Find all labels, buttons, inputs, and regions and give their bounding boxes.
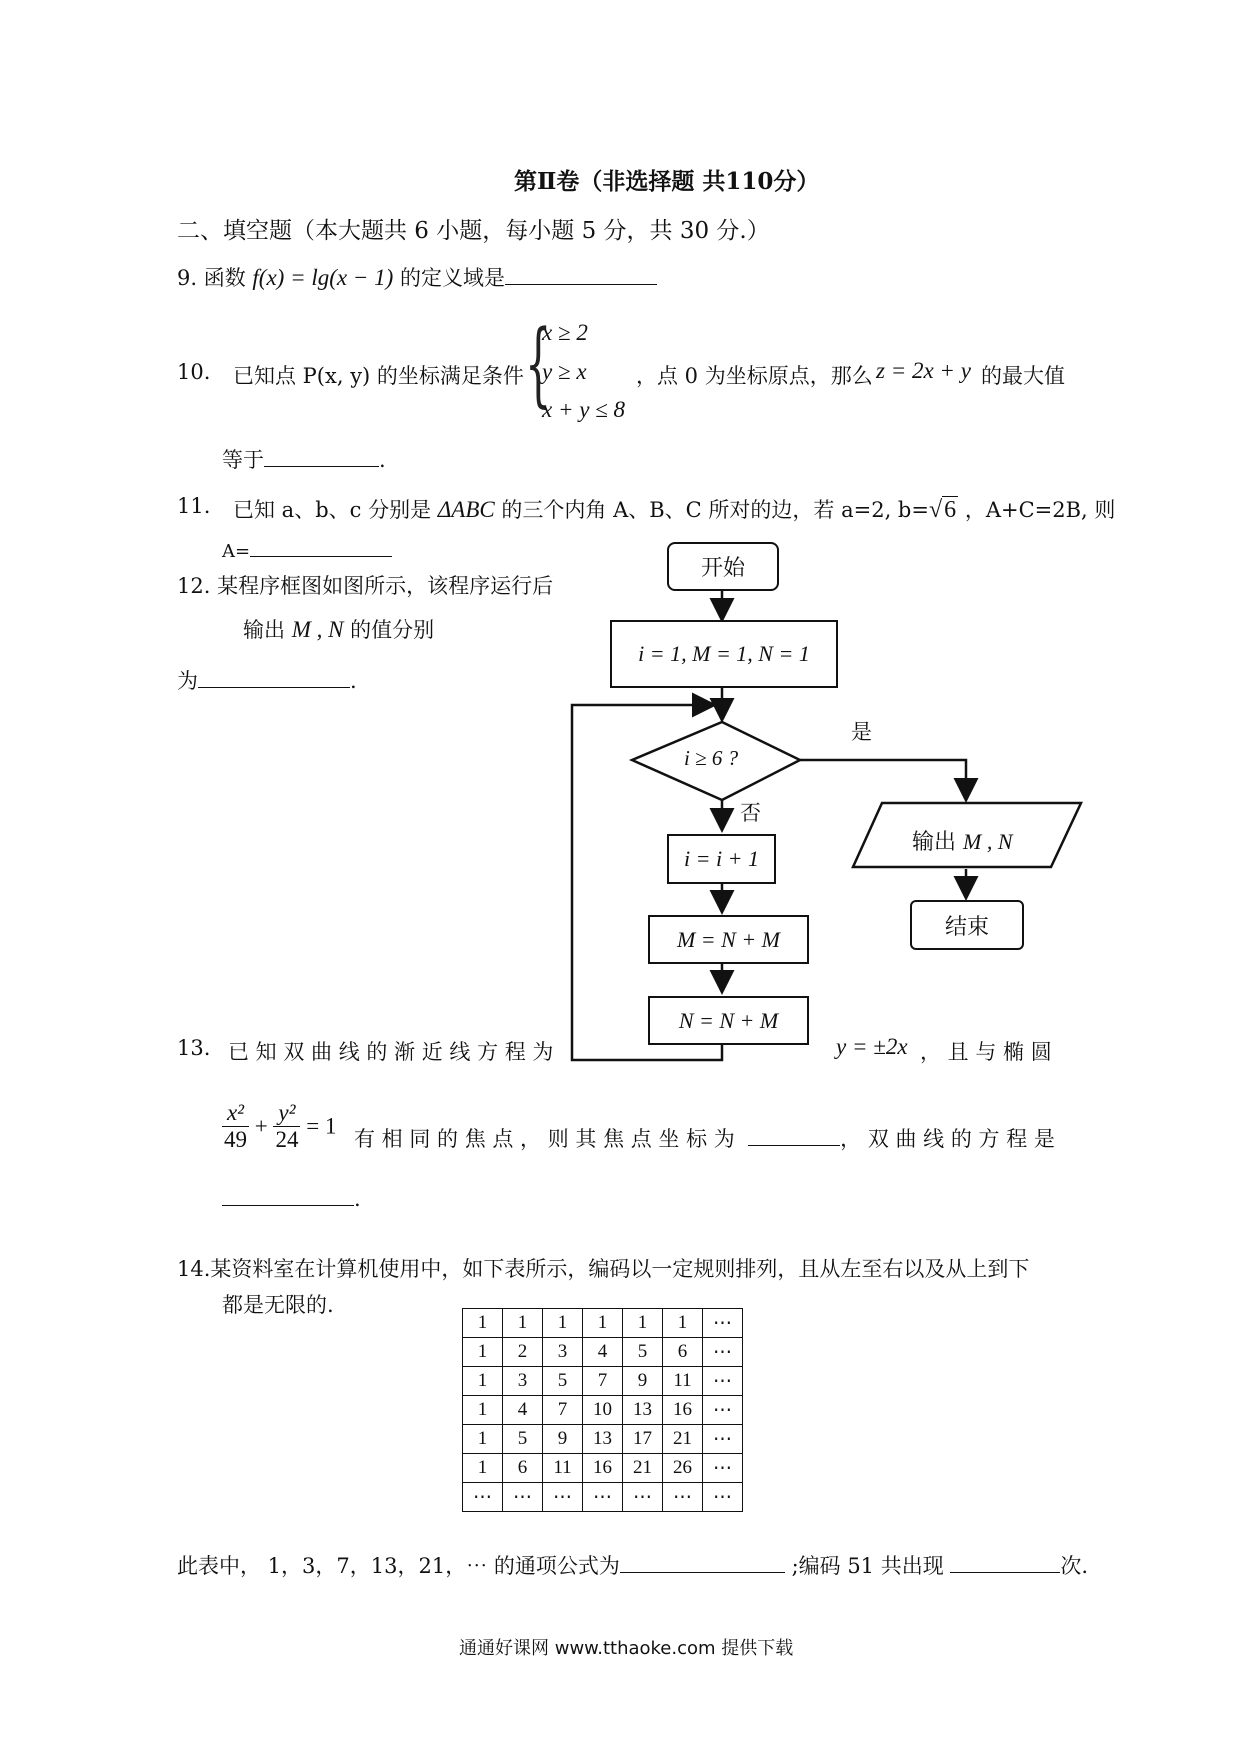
question-text: 有 相 同 的 焦 点 ， 则 其 焦 点 坐 标 为 [354, 1127, 735, 1151]
brace-symbol: { [525, 310, 552, 417]
table-cell: 1 [663, 1309, 703, 1338]
table-cell: 1 [583, 1309, 623, 1338]
table-cell: ⋯ [703, 1425, 743, 1454]
ellipse-equation: $\frac{\text{x²}}{49}$ + $\frac{\text{y²}}{24}$ = 1 [224, 1100, 337, 1152]
table-cell: 21 [623, 1454, 663, 1483]
table-cell: 3 [503, 1367, 543, 1396]
table-cell: ⋯ [623, 1483, 663, 1512]
table-cell: 11 [663, 1367, 703, 1396]
triangle-symbol: ΔABC [437, 497, 495, 522]
table-row [463, 1367, 743, 1396]
question-13-line3 [222, 1187, 361, 1211]
question-text: 的定义域是 [399, 266, 505, 290]
table-cell: 9 [543, 1425, 583, 1454]
table-row [463, 1396, 743, 1425]
table-cell: ⋯ [703, 1396, 743, 1425]
flowchart-step-n: N = N + M [648, 996, 809, 1045]
question-10-mid: ，点 0 为坐标原点，那么 [636, 364, 873, 388]
question-text: ，A+C=2B, 则 [964, 498, 1116, 522]
period: . [379, 448, 386, 472]
table-cell: 4 [583, 1338, 623, 1367]
question-13-number: 13. [177, 1036, 211, 1060]
answer-blank [748, 1144, 840, 1146]
question-text: 为 [177, 669, 198, 693]
table-cell: ⋯ [703, 1454, 743, 1483]
flowchart-end: 结束 [910, 900, 1024, 950]
question-10-number: 10. [177, 360, 211, 384]
flowchart-start: 开始 [667, 542, 779, 591]
question-text: 的三个内角 A、B、C 所对的边，若 a=2, b= [501, 498, 929, 522]
period: . [354, 1187, 361, 1211]
table-cell: 1 [623, 1309, 663, 1338]
table-cell: 5 [543, 1367, 583, 1396]
question-13-line2 [354, 1123, 1055, 1153]
question-13-post: ， 且 与 椭 圆 [920, 1040, 1052, 1064]
condition-1: x ≥ 2 [542, 320, 588, 345]
table-cell: 6 [503, 1454, 543, 1483]
flowchart-step-i: i = i + 1 [667, 834, 776, 884]
table-cell: 1 [543, 1309, 583, 1338]
table-cell: ⋯ [703, 1367, 743, 1396]
page-title: 第Ⅱ卷（非选择题 共110分） [514, 168, 820, 195]
table-cell: 7 [543, 1396, 583, 1425]
table-cell: ⋯ [583, 1483, 623, 1512]
table-row [463, 1483, 743, 1512]
table-cell: 9 [623, 1367, 663, 1396]
question-number: 12. [177, 574, 211, 598]
flowchart-init: i = 1, M = 1, N = 1 [610, 620, 838, 688]
question-10-post: 的最大值 [981, 364, 1065, 388]
question-13-text: 已 知 双 曲 线 的 渐 近 线 方 程 为 [228, 1040, 554, 1064]
output-vars: M , N [291, 617, 344, 642]
table-cell: 7 [583, 1367, 623, 1396]
table-cell: ⋯ [703, 1338, 743, 1367]
flowchart-condition: i ≥ 6 ? [684, 746, 739, 770]
table-cell: 1 [463, 1309, 503, 1338]
table-cell: ⋯ [543, 1483, 583, 1512]
table-cell: 4 [503, 1396, 543, 1425]
table-cell: ⋯ [503, 1483, 543, 1512]
table-cell: 1 [463, 1396, 503, 1425]
sqrt-radicand: 6 [944, 497, 957, 523]
question-text: 等于 [222, 448, 264, 472]
objective-formula: z = 2x + y [876, 358, 971, 383]
question-text: 某资料室在计算机使用中，如下表所示，编码以一定规则排列，且从左至右以及从上到下 [210, 1257, 1030, 1281]
asymptote-formula: y = ±2x [836, 1034, 908, 1059]
question-14 [177, 1253, 1029, 1283]
question-text: ;编码 51 共出现 [791, 1554, 944, 1578]
question-text: ， 双 曲 线 的 方 程 是 [840, 1127, 1055, 1151]
table-cell: 5 [623, 1338, 663, 1367]
condition-3: x + y ≤ 8 [542, 397, 626, 422]
answer-blank [620, 1571, 785, 1573]
question-number: 9. [177, 266, 198, 290]
table-row [463, 1454, 743, 1483]
question-11-number: 11. [177, 494, 211, 518]
table-cell: 2 [503, 1338, 543, 1367]
question-text: 次. [1060, 1554, 1089, 1578]
answer-blank [950, 1571, 1060, 1573]
table-cell: 10 [583, 1396, 623, 1425]
question-text: 此表中， 1，3，7，13，21，⋯ 的通项公式为 [177, 1554, 620, 1578]
question-text: 已知 a、b、c 分别是 [233, 498, 432, 522]
code-table [462, 1308, 743, 1512]
table-cell: 3 [543, 1338, 583, 1367]
section-heading: 二、填空题（本大题共 6 小题，每小题 5 分，共 30 分.） [177, 218, 770, 244]
question-number: 14. [177, 1257, 211, 1281]
period: . [350, 669, 357, 693]
table-cell: 16 [583, 1454, 623, 1483]
table-cell: 13 [583, 1425, 623, 1454]
flowchart-step-m: M = N + M [648, 915, 809, 964]
footer-text: 通通好课网 www.tthaoke.com 提供下载 [459, 1638, 794, 1659]
question-text: 的值分别 [350, 618, 435, 642]
flowchart-no-label: 否 [740, 801, 761, 825]
table-cell: 1 [463, 1425, 503, 1454]
table-cell: ⋯ [703, 1309, 743, 1338]
question-text: 输出 [243, 618, 285, 642]
table-cell: 5 [503, 1425, 543, 1454]
table-cell: ⋯ [463, 1483, 503, 1512]
table-cell: 1 [463, 1454, 503, 1483]
answer-blank [222, 1204, 354, 1206]
sqrt-expression: √6 [928, 497, 957, 523]
table-cell: 1 [463, 1338, 503, 1367]
table-cell: 17 [623, 1425, 663, 1454]
table-cell: ⋯ [703, 1483, 743, 1512]
table-cell: 1 [463, 1367, 503, 1396]
table-cell: ⋯ [663, 1483, 703, 1512]
question-text: 函数 [203, 266, 246, 290]
table-row [463, 1425, 743, 1454]
flowchart-output-label: 输出 M , N [912, 829, 1013, 855]
table-row [463, 1309, 743, 1338]
table-row [463, 1338, 743, 1367]
table-cell: 6 [663, 1338, 703, 1367]
table-cell: 11 [543, 1454, 583, 1483]
condition-2: y ≥ x [542, 359, 587, 384]
table-cell: 1 [503, 1309, 543, 1338]
question-text: 某程序框图如图所示，该程序运行后 [217, 574, 554, 598]
table-cell: 13 [623, 1396, 663, 1425]
arrow-yes-output [800, 760, 966, 798]
flowchart-yes-label: 是 [851, 720, 872, 744]
question-14-line3 [177, 1550, 1088, 1580]
question-text: A= [222, 541, 251, 562]
table-cell: 16 [663, 1396, 703, 1425]
question-14-line2: 都是无限的. [222, 1293, 334, 1317]
table-cell: 21 [663, 1425, 703, 1454]
table-cell: 26 [663, 1454, 703, 1483]
function-formula: f(x) = lg(x − 1) [252, 265, 394, 290]
question-10-text: 已知点 P(x, y) 的坐标满足条件 [233, 364, 524, 388]
